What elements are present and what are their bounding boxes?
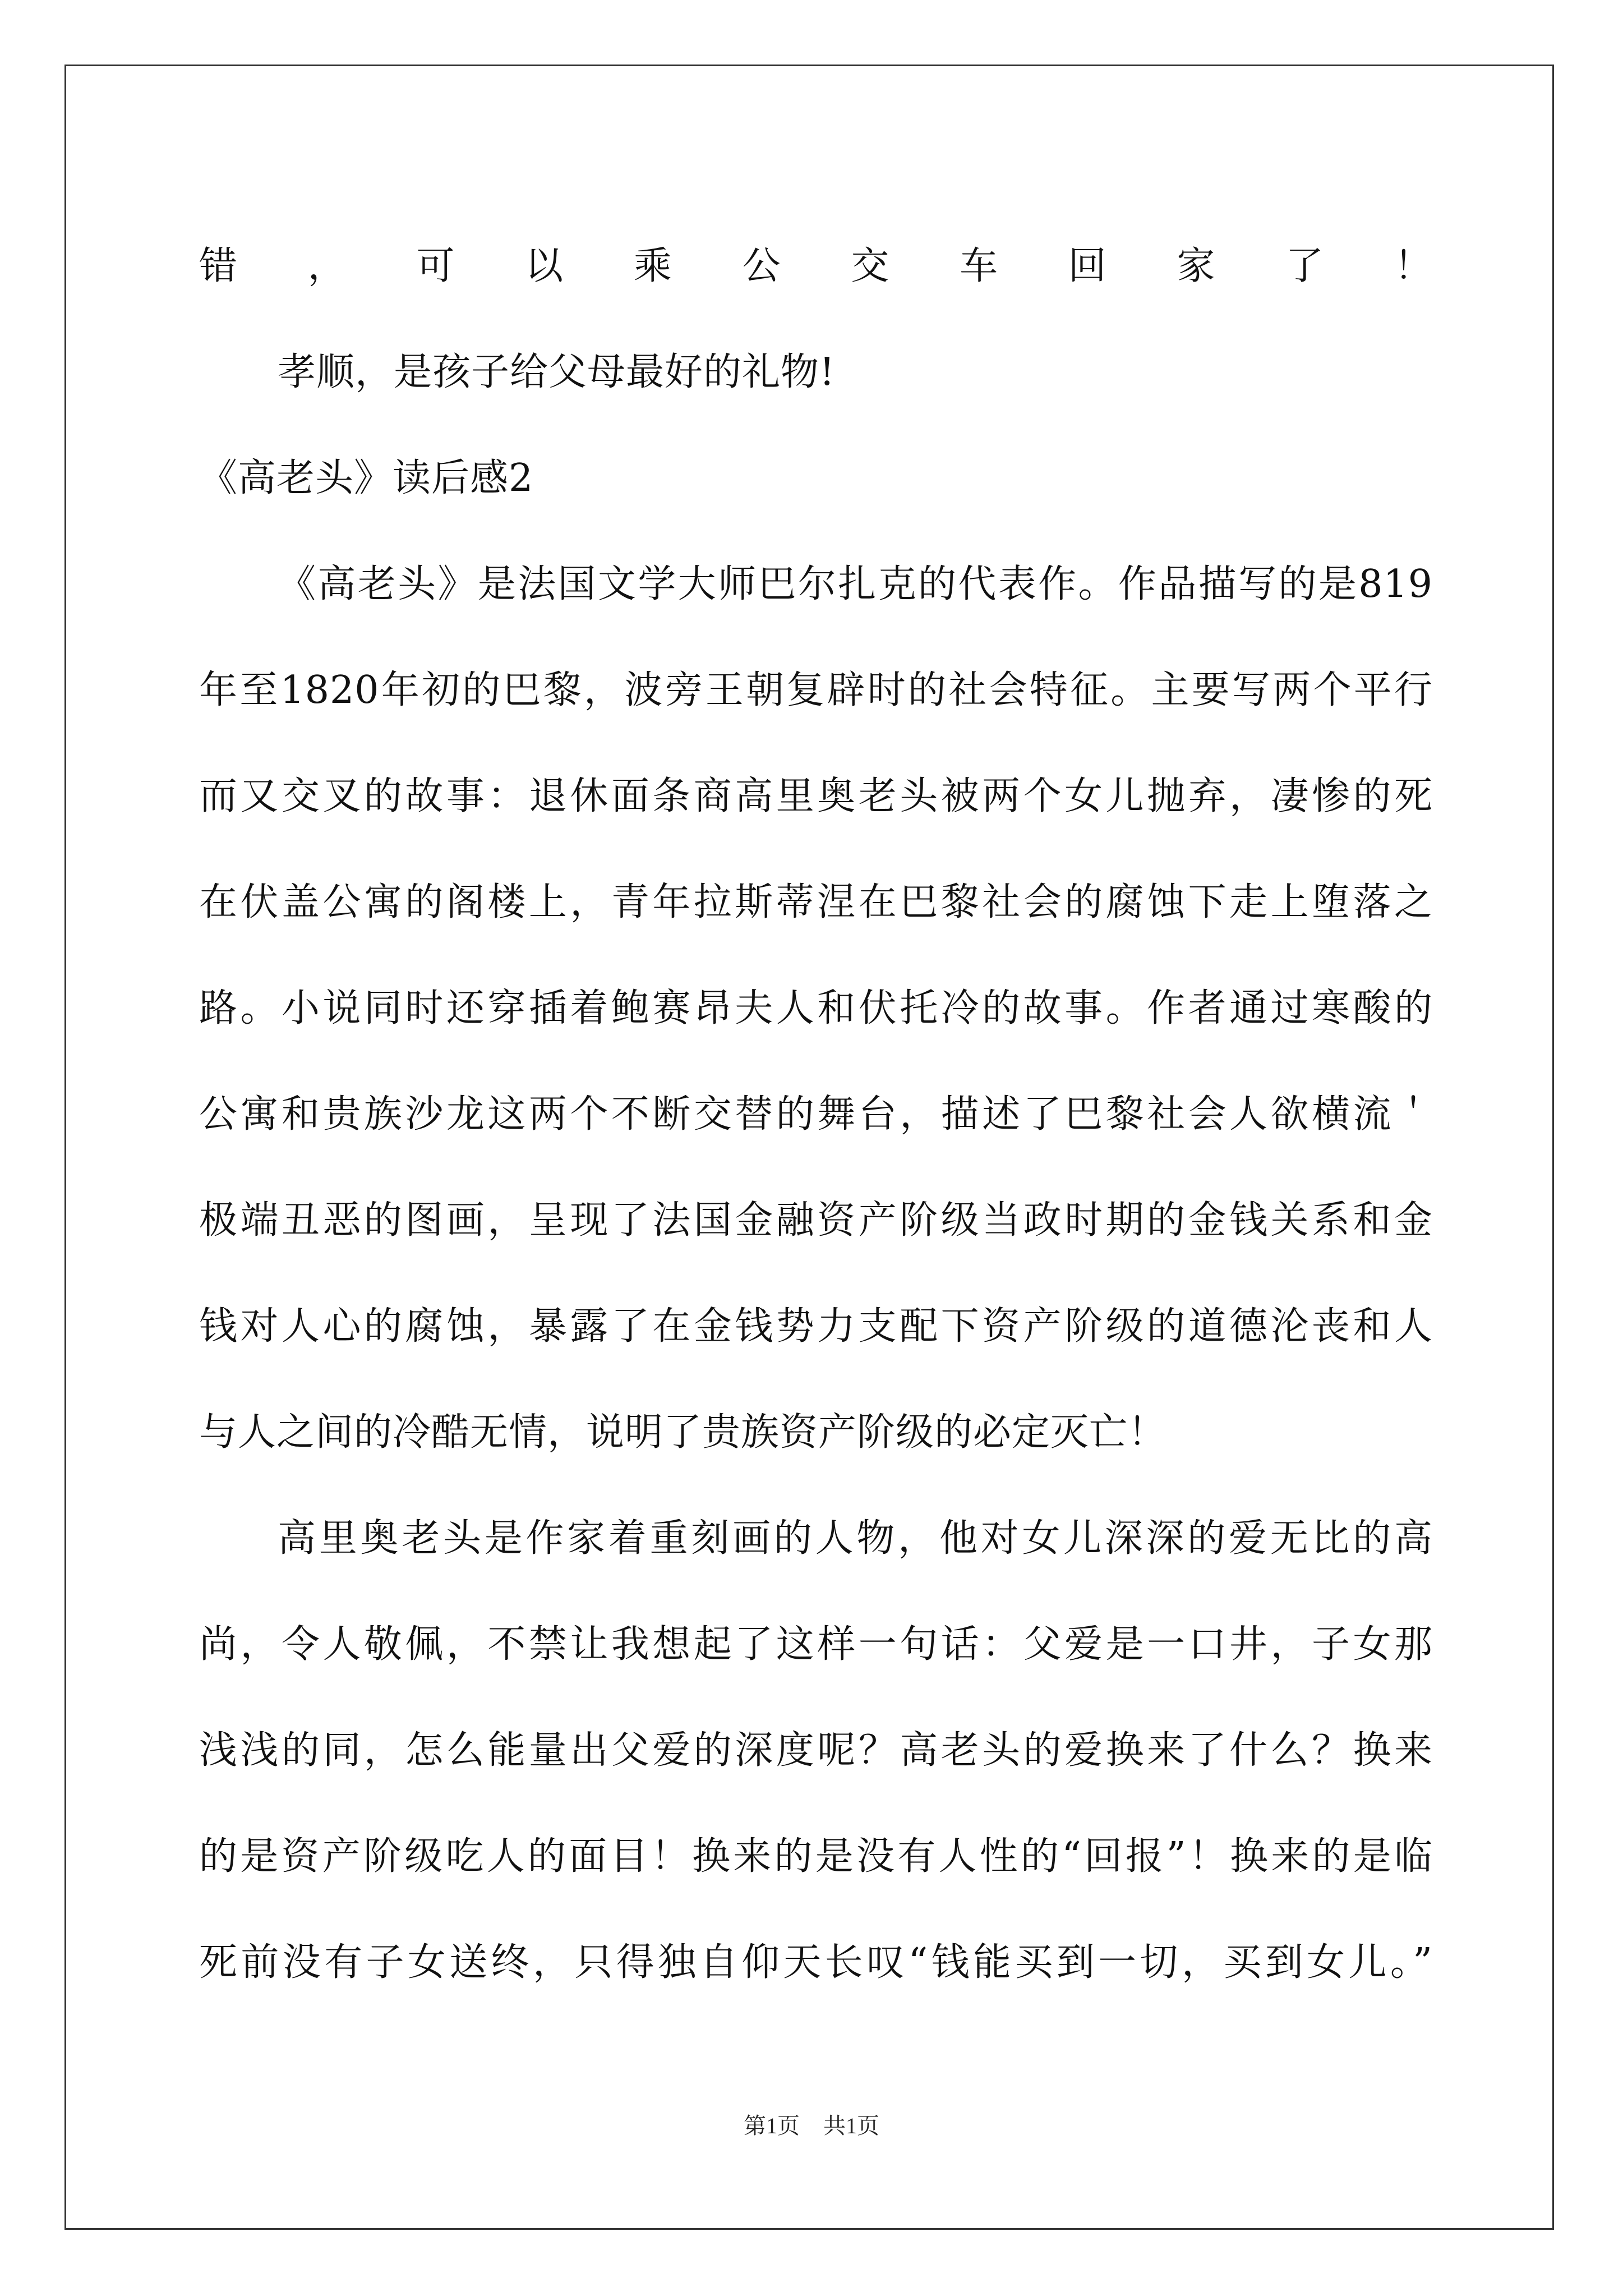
- body-line: 与人之间的冷酷无情，说明了贵族资产阶级的必定灭亡！: [199, 1410, 1167, 1455]
- page-footer: [0, 2108, 1623, 2140]
- body-line: 高里奥老头是作家着重刻画的人物，他对女儿深深的爱无比的高: [278, 1516, 1433, 1561]
- section-heading: 《高老头》读后感2: [199, 456, 534, 500]
- body-line: 而又交叉的故事：退休面条商高里奥老头被两个女儿抛弃，凄惨的死: [199, 774, 1433, 818]
- page-number: 第1页: [744, 2113, 800, 2138]
- body-line: 《高老头》是法国文学大师巴尔扎克的代表作。作品描写的是819: [278, 562, 1433, 606]
- body-line: 浅浅的同，怎么能量出父爱的深度呢？高老头的爱换来了什么？换来: [199, 1728, 1433, 1773]
- body-line: 死前没有子女送终，只得独自仰天长叹“钱能买到一切，买到女儿。”: [199, 1940, 1433, 1985]
- body-line: 的是资产阶级吃人的面目！换来的是没有人性的“回报”！换来的是临: [199, 1834, 1433, 1879]
- body-line: 尚，令人敬佩，不禁让我想起了这样一句话：父爱是一口井，子女那: [199, 1622, 1433, 1667]
- body-line: 路。小说同时还穿插着鲍赛昂夫人和伏托冷的故事。作者通过寒酸的: [199, 986, 1433, 1030]
- page-total: 共1页: [823, 2113, 879, 2138]
- body-line: 在伏盖公寓的阁楼上，青年拉斯蒂涅在巴黎社会的腐蚀下走上堕落之: [199, 880, 1433, 924]
- body-line: 极端丑恶的图画，呈现了法国金融资产阶级当政时期的金钱关系和金: [199, 1198, 1433, 1243]
- body-line: 钱对人心的腐蚀，暴露了在金钱势力支配下资产阶级的道德沦丧和人: [199, 1304, 1433, 1349]
- body-line: 年至1820年初的巴黎，波旁王朝复辟时的社会特征。主要写两个平行: [199, 668, 1433, 712]
- document-body: [199, 213, 1433, 2016]
- body-line: 公寓和贵族沙龙这两个不断交替的舞台，描述了巴黎社会人欲横流＇: [199, 1092, 1433, 1137]
- body-line: 错，可以乘公交车回家了！: [199, 244, 1433, 288]
- body-line: 孝顺，是孩子给父母最好的礼物!: [278, 350, 836, 394]
